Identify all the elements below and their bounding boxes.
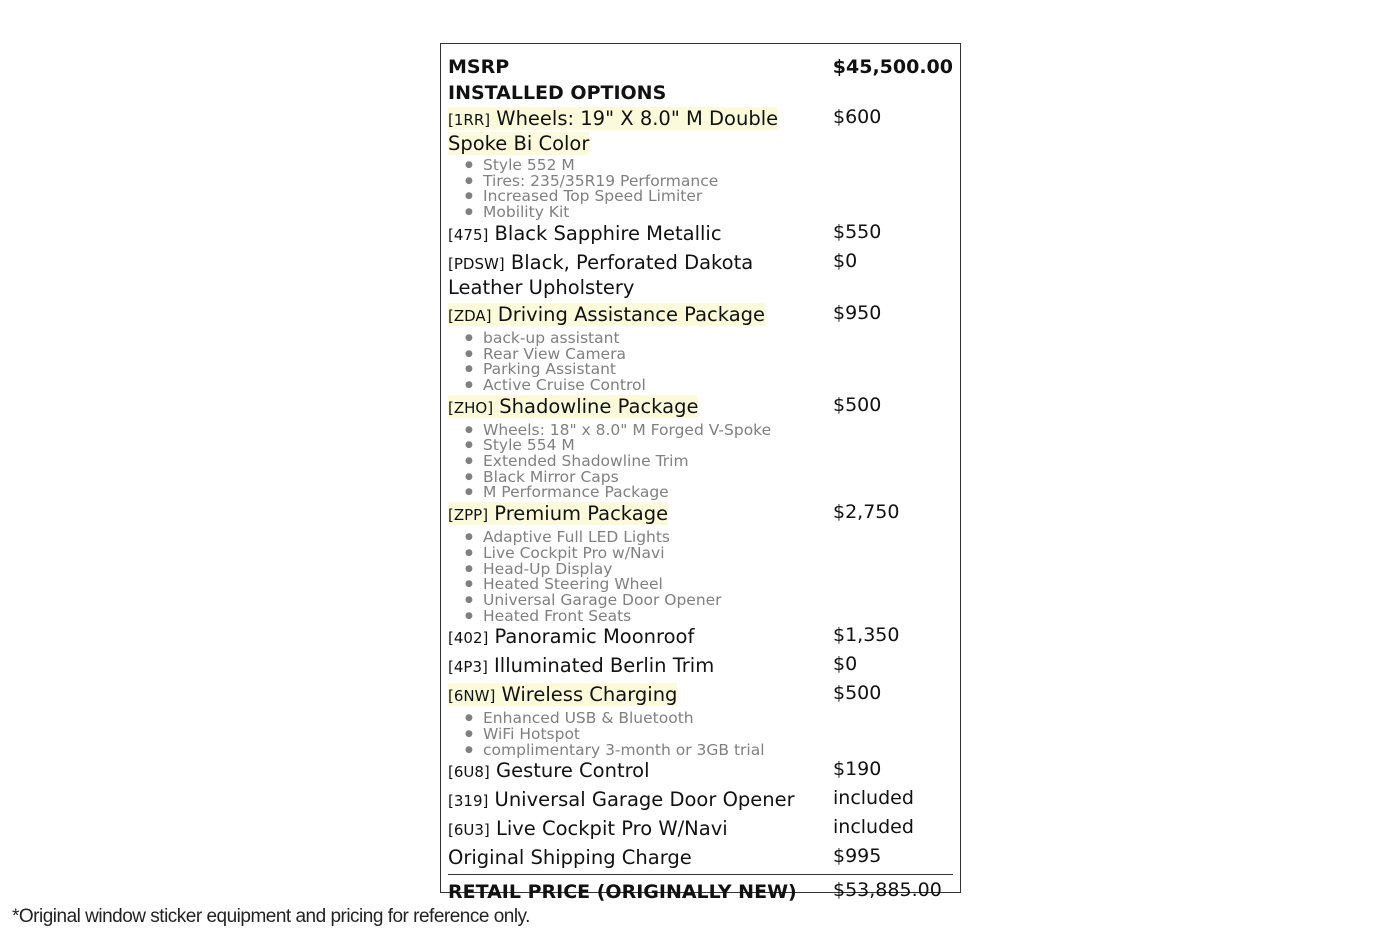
option-name: Live Cockpit Pro W/Navi <box>495 817 728 841</box>
option-code: [4P3] <box>448 658 488 677</box>
option-row <box>448 816 953 845</box>
option-price: $500 <box>833 393 882 416</box>
option-price: included <box>833 816 914 839</box>
option-code: [1RR] <box>448 111 491 129</box>
option-price: $550 <box>833 220 882 243</box>
feature-item: ● Live Cockpit Pro w/Navi <box>465 546 953 562</box>
option-code: [ZPP] <box>448 506 489 525</box>
option-code: [6NW] <box>448 687 496 706</box>
feature-item: ● Black Mirror Caps <box>465 470 953 486</box>
feature-list <box>448 158 953 221</box>
option-description <box>448 251 833 299</box>
option-row <box>448 787 953 816</box>
option-description <box>448 683 833 708</box>
feature-item: ● Increased Top Speed Limiter <box>465 189 953 205</box>
feature-item: ● Active Cruise Control <box>465 378 953 394</box>
option-price: $995 <box>833 845 882 868</box>
option-price: $600 <box>833 106 882 128</box>
option-description <box>448 654 833 679</box>
option-code: [319] <box>448 792 489 811</box>
option-description <box>448 395 833 420</box>
option-title <box>448 846 692 869</box>
option-row <box>448 758 953 787</box>
feature-item: ● Adaptive Full LED Lights <box>465 530 953 546</box>
option-name: Black Sapphire Metallic <box>494 221 722 245</box>
option-row <box>448 845 953 872</box>
option-code: [6U3] <box>448 821 490 840</box>
option-name: Black, Perforated Dakota Leather Upholstery <box>448 250 754 299</box>
option-description <box>448 625 833 650</box>
option-title <box>448 502 668 525</box>
feature-item: ● Style 554 M <box>465 438 953 454</box>
feature-item: ● Universal Garage Door Opener <box>465 593 953 609</box>
feature-item: ● Tires: 235/35R19 Performance <box>465 174 953 190</box>
feature-item: ● Rear View Camera <box>465 347 953 363</box>
option-code: [PDSW] <box>448 254 505 273</box>
feature-item: ● Mobility Kit <box>465 205 953 221</box>
retail-price-value: $53,885.00 <box>833 879 942 902</box>
option-name: Wheels: 19" X 8.0" M Double Spoke Bi Color <box>448 107 779 155</box>
feature-list <box>448 711 953 758</box>
option-row <box>448 302 953 331</box>
option-name: Illuminated Berlin Trim <box>494 654 715 678</box>
option-description <box>448 846 833 869</box>
option-description <box>448 788 833 813</box>
option-name: Gesture Control <box>495 759 650 783</box>
installed-options-heading: INSTALLED OPTIONS <box>448 82 667 104</box>
option-description <box>448 759 833 784</box>
retail-price-label: RETAIL PRICE (ORIGINALLY NEW) <box>448 881 797 904</box>
option-title <box>448 817 728 840</box>
option-price: $500 <box>833 682 882 705</box>
option-title <box>448 683 677 706</box>
feature-item: ● Wheels: 18" x 8.0" M Forged V-Spoke <box>465 423 953 439</box>
option-title <box>448 222 722 245</box>
option-name: Panoramic Moonroof <box>494 625 695 649</box>
feature-list <box>448 328 953 394</box>
feature-item: ● Style 552 M <box>465 158 953 174</box>
option-row <box>448 394 953 423</box>
feature-item: ● Head-Up Display <box>465 562 953 578</box>
option-title <box>448 759 650 782</box>
option-code: [475] <box>448 225 489 244</box>
option-description <box>448 817 833 842</box>
installed-options-heading-row <box>448 80 953 106</box>
feature-list <box>448 530 953 624</box>
feature-item: ● Enhanced USB & Bluetooth <box>465 711 953 727</box>
option-code: [ZHO] <box>448 398 494 417</box>
feature-item: ● M Performance Package <box>465 485 953 501</box>
msrp-label: MSRP <box>448 56 510 78</box>
option-row <box>448 250 953 302</box>
option-row <box>448 682 953 711</box>
option-title <box>448 107 778 155</box>
feature-item: ● complimentary 3-month or 3GB trial <box>465 743 953 759</box>
option-price: $950 <box>833 301 882 324</box>
option-title <box>448 303 765 326</box>
option-description <box>448 222 833 247</box>
feature-item: ● Heated Front Seats <box>465 609 953 625</box>
window-sticker <box>440 43 961 904</box>
option-row <box>448 106 953 158</box>
retail-price-row <box>448 874 953 905</box>
option-price: included <box>833 787 914 810</box>
option-title <box>448 395 698 418</box>
option-row <box>448 653 953 682</box>
option-name: Original Shipping Charge <box>448 846 692 870</box>
option-title <box>448 788 795 811</box>
option-price: $0 <box>833 249 858 272</box>
feature-item: ● back-up assistant <box>465 331 953 347</box>
feature-item: ● Parking Assistant <box>465 362 953 378</box>
feature-item: ● Heated Steering Wheel <box>465 577 953 593</box>
option-title <box>448 625 694 648</box>
option-row <box>448 501 953 530</box>
option-description <box>448 502 833 527</box>
feature-item: ● WiFi Hotspot <box>465 727 953 743</box>
option-name: Driving Assistance Package <box>497 302 766 326</box>
feature-item: ● Extended Shadowline Trim <box>465 454 953 470</box>
option-name: Universal Garage Door Opener <box>494 788 795 812</box>
option-code: [ZDA] <box>448 306 492 325</box>
option-name: Wireless Charging <box>501 683 678 707</box>
option-code: [6U8] <box>448 763 490 782</box>
msrp-value: $45,500.00 <box>832 56 953 78</box>
msrp-row <box>448 54 953 80</box>
option-name: Shadowline Package <box>499 394 699 418</box>
option-description <box>448 107 833 155</box>
option-title <box>448 251 753 299</box>
feature-list <box>448 420 953 502</box>
option-description <box>448 303 833 328</box>
option-row <box>448 624 953 653</box>
option-row <box>448 221 953 250</box>
option-code: [402] <box>448 629 489 648</box>
option-name: Premium Package <box>494 502 669 526</box>
option-price: $2,750 <box>833 501 900 524</box>
option-price: $1,350 <box>833 624 900 647</box>
option-title <box>448 654 714 677</box>
option-price: $0 <box>833 653 858 676</box>
disclaimer-footnote: *Original window sticker equipment and pricing for reference only. <box>12 906 530 927</box>
option-price: $190 <box>833 758 882 781</box>
options-list <box>448 106 953 872</box>
